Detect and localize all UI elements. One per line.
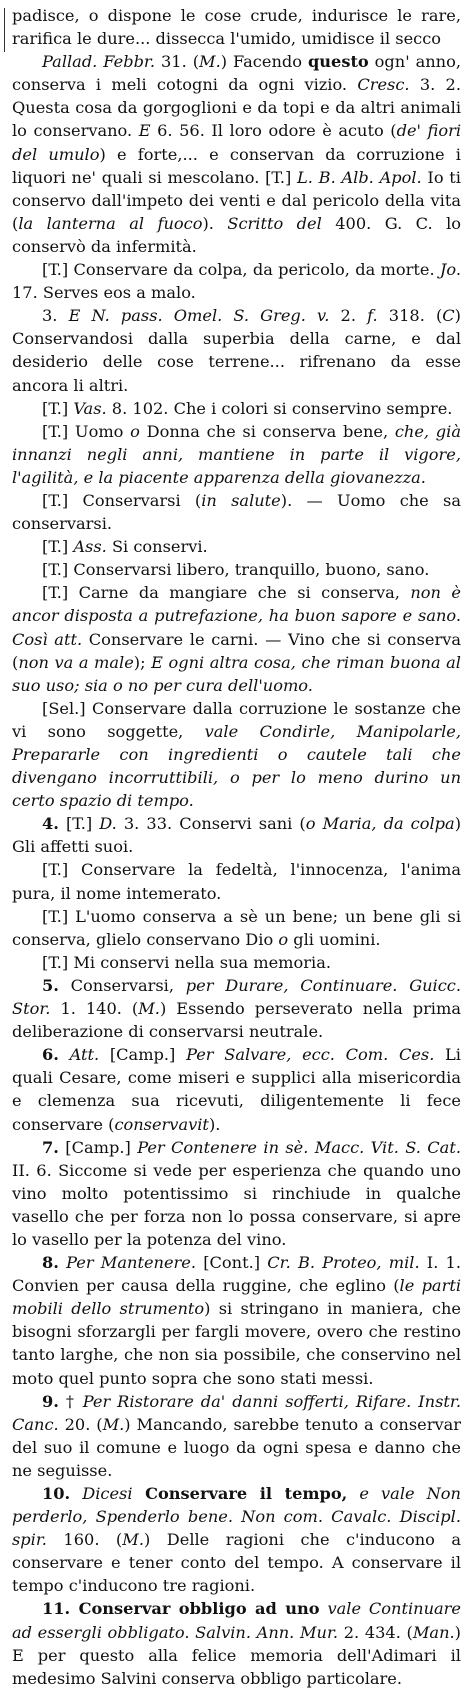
text-segment: [T.] Carne da mangiare che si conserva, xyxy=(42,583,411,603)
italic-segment: D. xyxy=(99,814,117,834)
text-segment: [T.] Mi conservi nella sua memoria. xyxy=(42,952,331,972)
italic-segment: Cresc. xyxy=(357,75,410,95)
text-segment: [T.] Conservarsi ( xyxy=(42,490,202,510)
entry-paragraph xyxy=(12,50,461,258)
entry-paragraph xyxy=(12,558,461,581)
italic-segment: vale Condirle, Manipolarle, Prepararle con ingredienti o cautele tali che divengano incorruttibili, o per lo meno durino un certo spazio di tempo. xyxy=(12,721,461,811)
italic-segment: e vale Non perderlo, Spenderlo bene. Non com. Cavalc. Discipl. spir. xyxy=(12,1484,461,1550)
text-segment: ) Gli affetti suoi. xyxy=(12,814,462,857)
text-segment: ) Delle ragioni che c'inducono a conservare e tener conto del tempo. A conservare il tempo c'inducono tre ragioni. xyxy=(12,1530,461,1596)
text-segment: ); xyxy=(133,652,152,672)
italic-segment: M. xyxy=(138,999,160,1019)
text-segment: 17. Serves eos a malo. xyxy=(12,283,196,303)
text-segment: [T.] Uomo xyxy=(42,421,131,441)
text-segment: ) si stringano in maniera, che bisogni sforzargli per fargli movere, overo che restino tanto larghe, che non sia possibile, che conservino nel moto quel punto sopra che sono stati messi. xyxy=(12,1299,461,1388)
margin-rule xyxy=(4,8,5,52)
text-segment: ogn' anno, conserva i meli cotogni da ogni vizio. xyxy=(12,52,461,95)
italic-segment: C xyxy=(442,306,455,326)
entry-paragraph xyxy=(12,489,461,535)
entry-paragraph xyxy=(12,1390,461,1482)
italic-segment: Per Contenere in sè. Macc. Vit. S. Cat. xyxy=(137,1137,461,1157)
entry-paragraph xyxy=(12,581,461,696)
italic-segment: Cr. B. Proteo, mil. xyxy=(267,1253,420,1273)
dictionary-entries xyxy=(12,4,461,1690)
italic-segment: le parti mobili dello strumento xyxy=(12,1276,462,1319)
italic-segment: E N. pass. Omel. S. Greg. v. xyxy=(68,306,330,326)
text-segment: Donna che si conserva bene, xyxy=(139,421,395,441)
bold-segment: Conservare il tempo, xyxy=(132,1484,348,1503)
text-segment: Conservarsi, xyxy=(58,975,186,995)
text-segment: [Cont.] xyxy=(196,1253,268,1273)
entry-paragraph xyxy=(12,535,461,558)
text-segment: ) Essendo perseverato nella prima deliberazione di conservarsi neutrale. xyxy=(12,999,461,1042)
italic-segment: f. xyxy=(367,306,378,326)
text-segment: II. 6. Siccome si vede per esperienza che quando uno vino molto potentissimo si rinchiude in qualche vasello che per forza non lo possa conservare, si apre lo vasello per la potenza del vino. xyxy=(12,1160,461,1249)
text-segment: 2. 434. ( xyxy=(338,1622,413,1642)
text-segment xyxy=(59,1045,70,1064)
text-segment: Conservare le carni. — Vino che si conserva ( xyxy=(12,629,461,672)
italic-segment: che, già innanzi negli anni, mantiene in parte il vigore, l'agilità, e la piacente apparenza della giovanezza. xyxy=(12,421,462,487)
text-segment: 3. 33. Conservi sani ( xyxy=(116,814,306,834)
entry-paragraph xyxy=(12,951,461,974)
text-segment: 400. G. C. lo conservò da infermità. xyxy=(12,213,462,256)
bold-segment: 4. xyxy=(42,814,59,834)
italic-segment: E ogni altra cosa, che riman buona al suo uso; sia o no per cura dell'uomo. xyxy=(12,652,461,695)
italic-segment: conservavit xyxy=(114,1114,209,1134)
text-segment: gli uomini. xyxy=(288,929,381,949)
text-segment: ). xyxy=(208,1114,221,1134)
entry-paragraph xyxy=(12,4,461,50)
text-segment: ) e forte,... e conservan da corruzione i liquori ne' quali si mescolano. [T.] xyxy=(12,144,461,187)
italic-segment: de' fiori del umulo xyxy=(12,121,461,164)
italic-segment: Pallad. Febbr. xyxy=(42,52,156,72)
italic-segment: M. xyxy=(199,52,221,72)
italic-segment: Jo. xyxy=(439,260,461,280)
text-segment: † xyxy=(58,1391,83,1411)
text-segment: 1. 140. ( xyxy=(50,999,139,1019)
bold-segment: 9. xyxy=(42,1391,59,1411)
italic-segment: Scritto del xyxy=(227,213,322,233)
text-segment: 3. xyxy=(42,306,69,326)
text-segment: Io ti conservo dall'impeto dei venti e dal pericolo della vita ( xyxy=(12,167,461,233)
entry-paragraph xyxy=(12,858,461,904)
text-segment xyxy=(347,1484,359,1503)
italic-segment: vale Continuare ad essergli obbligato. Salvin. Ann. Mur. xyxy=(12,1599,461,1642)
italic-segment: Man. xyxy=(412,1622,455,1642)
text-segment: 160. ( xyxy=(46,1530,123,1550)
bold-segment: questo xyxy=(307,52,369,72)
entry-paragraph xyxy=(12,397,461,420)
entry-paragraph xyxy=(12,1043,461,1135)
italic-segment: M. xyxy=(102,1414,125,1434)
italic-segment: E xyxy=(138,121,151,141)
text-segment: 3. 2. Questa cosa da gorgoglioni e da topi e da altri animali lo conservano. xyxy=(12,75,461,141)
text-segment: Si conservi. xyxy=(106,537,208,557)
italic-segment: L. B. Alb. Apol. xyxy=(297,167,422,187)
italic-segment: o xyxy=(278,929,289,949)
text-segment: Li quali Cesare, come miseri e supplici alla misericordia e clemenza sua ricevuti, diligentemente li fece conservare ( xyxy=(12,1045,461,1134)
text-segment: [Sel.] Conservare dalla corruzione le sostanze che vi sono soggette, xyxy=(12,698,461,741)
italic-segment: M. xyxy=(122,1530,144,1550)
entry-paragraph xyxy=(12,258,461,304)
entry-paragraph xyxy=(12,1597,461,1689)
bold-segment: 7. xyxy=(42,1137,59,1157)
text-segment: [T.] Conservare da colpa, da pericolo, da morte. xyxy=(42,260,440,280)
bold-segment: 5. xyxy=(42,975,59,995)
text-segment: 31. ( xyxy=(155,52,200,72)
text-segment: [T.] xyxy=(42,537,74,557)
italic-segment: o xyxy=(130,421,140,441)
text-segment: [T.] Conservare la fedeltà, l'innocenza, l'anima pura, il nome intemerato. xyxy=(12,860,461,903)
entry-paragraph xyxy=(12,905,461,951)
entry-paragraph xyxy=(12,812,461,858)
text-segment: padisce, o dispone le cose crude, indurisce le rare, rarifica le dure... dissecca l'umido, umidisce il secco xyxy=(12,6,461,49)
text-segment: 2. xyxy=(329,306,368,326)
italic-segment: o Maria, da colpa xyxy=(305,814,455,834)
italic-segment: non va a male xyxy=(18,652,134,672)
entry-paragraph xyxy=(12,974,461,1043)
italic-segment: Ass. xyxy=(73,537,107,557)
text-segment: [Camp.] xyxy=(99,1045,187,1065)
entry-paragraph xyxy=(12,304,461,396)
italic-segment: la lanterna al fuoco xyxy=(18,213,203,233)
text-segment: ). — Uomo che sa conservarsi. xyxy=(12,490,461,534)
text-segment: 8. 102. Che i colori si conservino sempre. xyxy=(106,398,453,418)
text-segment: ) E per questo alla felice memoria dell'Adimari il medesimo Salvini conserva obbligo particolare. xyxy=(12,1622,461,1688)
italic-segment: Dicesi xyxy=(82,1484,133,1503)
text-segment: ) Mancando, sarebbe tenuto a conservar del suo il comune e luogo da ogni spesa e danno che ne seguisse. xyxy=(12,1414,461,1480)
italic-segment: Att. xyxy=(69,1045,100,1065)
italic-segment: Vas. xyxy=(73,398,107,418)
bold-segment: 6. xyxy=(42,1045,59,1065)
bold-segment: Conservar obbligo ad uno xyxy=(70,1599,320,1619)
text-segment: [T.] xyxy=(42,398,74,418)
text-segment: [T.] xyxy=(58,814,100,834)
bold-segment: 10. xyxy=(42,1484,71,1503)
text-segment: ) Conservandosi dalla superbia della carne, e dal desiderio delle cose terrene... rifrenano da esse ancora li altri. xyxy=(12,306,461,395)
text-segment: 318. ( xyxy=(377,306,443,326)
text-segment xyxy=(70,1484,82,1503)
text-segment: I. 1. Convien per causa della ruggine, che eglino ( xyxy=(12,1253,461,1296)
bold-segment: 8. xyxy=(42,1253,59,1273)
text-segment: [T.] Conservarsi libero, tranquillo, buono, sano. xyxy=(42,560,430,580)
italic-segment: in salute xyxy=(201,490,281,510)
text-segment: ) Facendo xyxy=(220,52,308,72)
entry-paragraph xyxy=(12,420,461,489)
bold-segment: 11. xyxy=(42,1599,71,1619)
italic-segment: Per Mantenere. xyxy=(66,1253,196,1273)
text-segment: 6. 56. Il loro odore è acuto ( xyxy=(150,121,397,141)
entry-paragraph xyxy=(12,1251,461,1390)
entry-paragraph xyxy=(12,1482,461,1597)
text-segment: ). xyxy=(202,213,228,233)
italic-segment: Per Ristorare da' danni sofferti, Rifare. Instr. Canc. xyxy=(12,1391,461,1434)
italic-segment: non è ancor disposta a putrefazione, ha buon sapore e sano. Così att. xyxy=(12,583,461,649)
entry-paragraph xyxy=(12,697,461,812)
italic-segment: per Durare, Continuare. Guicc. Stor. xyxy=(12,975,462,1019)
entry-paragraph xyxy=(12,1136,461,1251)
text-segment: 20. ( xyxy=(58,1414,103,1434)
text-segment: [Camp.] xyxy=(58,1137,138,1157)
text-segment: [T.] L'uomo conserva a sè un bene; un bene gli si conserva, glielo conservano Dio xyxy=(12,906,461,949)
italic-segment: Per Salvare, ecc. Com. Ces. xyxy=(186,1045,435,1065)
